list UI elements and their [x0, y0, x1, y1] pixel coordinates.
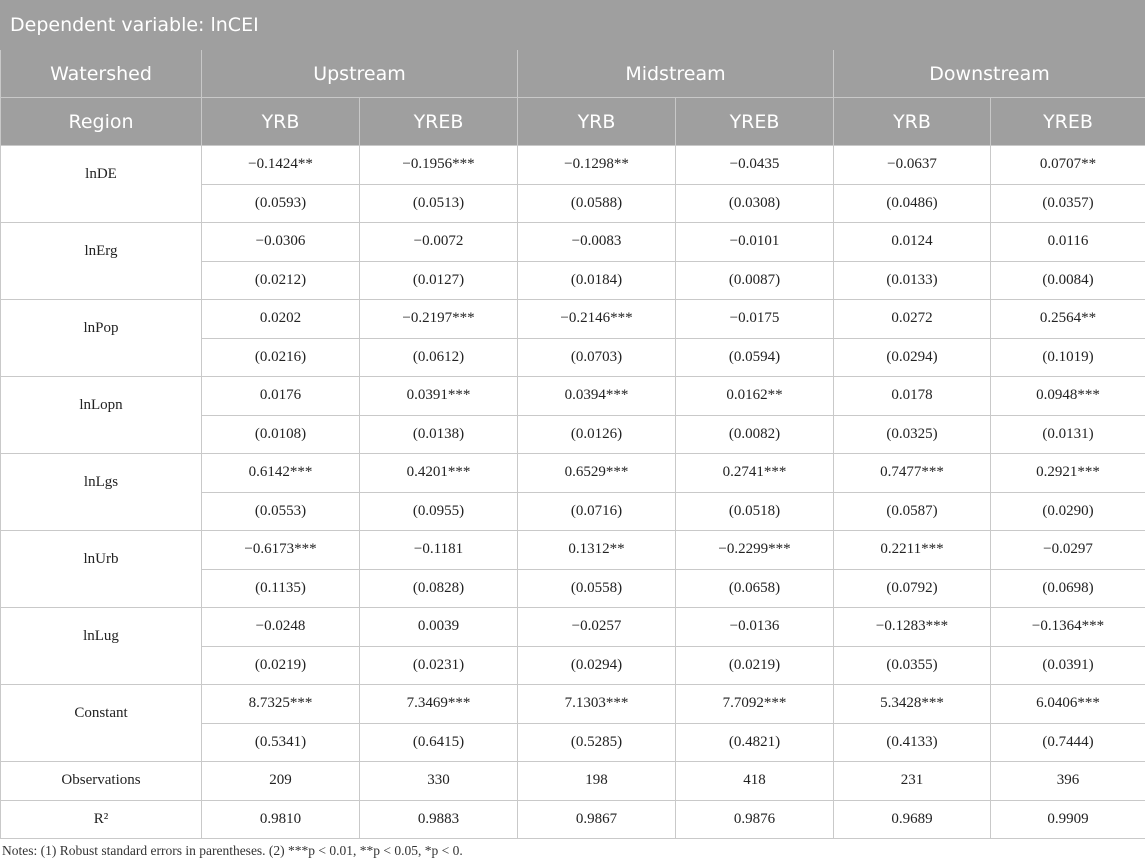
variable-name: lnLug [83, 627, 119, 644]
coefficient-cell: −0.1956*** [360, 146, 518, 185]
coefficient-cell: −0.0136 [676, 608, 834, 647]
coefficient-cell: −0.0297 [991, 531, 1145, 570]
standard-error-cell: (0.0127) [360, 261, 518, 300]
table-row-coefficient [1, 531, 1145, 570]
variable-name: lnLopn [79, 396, 123, 413]
coefficient-cell: −0.0083 [518, 223, 676, 262]
variable-name-cell [1, 300, 202, 377]
standard-error-cell: (0.0219) [202, 646, 360, 685]
standard-error-cell: (0.0294) [518, 646, 676, 685]
table-row-coefficient [1, 377, 1145, 416]
standard-error-cell: (0.0084) [991, 261, 1145, 300]
standard-error-cell: (0.0612) [360, 338, 518, 377]
variable-name: lnLgs [83, 473, 119, 490]
coefficient-cell: −0.0306 [202, 223, 360, 262]
standard-error-cell: (0.0212) [202, 261, 360, 300]
table-row-coefficient [1, 300, 1145, 339]
standard-error-cell: (0.0082) [676, 415, 834, 454]
coefficient-cell: 0.6142*** [202, 454, 360, 493]
coefficient-cell: 0.0391*** [360, 377, 518, 416]
coefficient-cell: −0.1364*** [991, 608, 1145, 647]
coefficient-cell: 0.0124 [834, 223, 991, 262]
statistic-name: Observations [1, 762, 202, 801]
coefficient-cell: 0.2921*** [991, 454, 1145, 493]
coefficient-cell: 0.2741*** [676, 454, 834, 493]
coefficient-cell: 0.2211*** [834, 531, 991, 570]
standard-error-cell: (0.5341) [202, 723, 360, 762]
standard-error-cell: (0.0126) [518, 415, 676, 454]
coefficient-cell: 0.1312** [518, 531, 676, 570]
coefficient-cell: 0.0039 [360, 608, 518, 647]
standard-error-cell: (0.0658) [676, 569, 834, 608]
standard-error-cell: (0.0558) [518, 569, 676, 608]
region-col-header: YREB [676, 98, 834, 146]
coefficient-cell: 0.0707** [991, 146, 1145, 185]
statistic-value-cell: 418 [676, 762, 834, 801]
standard-error-cell: (0.0587) [834, 492, 991, 531]
coefficient-cell: 7.3469*** [360, 685, 518, 724]
statistic-value-cell: 0.9867 [518, 800, 676, 839]
coefficient-cell: 6.0406*** [991, 685, 1145, 724]
coefficient-cell: 0.4201*** [360, 454, 518, 493]
standard-error-cell: (0.0108) [202, 415, 360, 454]
variable-name-cell [1, 685, 202, 762]
coefficient-cell: 5.3428*** [834, 685, 991, 724]
coefficient-cell: −0.1181 [360, 531, 518, 570]
coefficient-cell: 0.0272 [834, 300, 991, 339]
table-row-statistic [1, 762, 1145, 801]
coefficient-cell: 8.7325*** [202, 685, 360, 724]
standard-error-cell: (0.0553) [202, 492, 360, 531]
standard-error-cell: (0.0131) [991, 415, 1145, 454]
table-row-coefficient [1, 223, 1145, 262]
coefficient-cell: 0.0178 [834, 377, 991, 416]
region-col-header: YRB [518, 98, 676, 146]
standard-error-cell: (0.0486) [834, 184, 991, 223]
variable-name-cell [1, 454, 202, 531]
coefficient-cell: 0.7477*** [834, 454, 991, 493]
variable-name-cell [1, 531, 202, 608]
statistic-name: R² [1, 800, 202, 839]
region-header-label: Region [1, 98, 202, 146]
variable-name-cell [1, 223, 202, 300]
coefficient-cell: −0.1283*** [834, 608, 991, 647]
region-col-header: YRB [834, 98, 991, 146]
coefficient-cell: 0.0176 [202, 377, 360, 416]
statistic-value-cell: 0.9883 [360, 800, 518, 839]
coefficient-cell: 7.1303*** [518, 685, 676, 724]
watershed-group-upstream: Upstream [202, 50, 518, 98]
coefficient-cell: −0.0101 [676, 223, 834, 262]
variable-name: lnPop [83, 319, 119, 336]
coefficient-cell: 0.0948*** [991, 377, 1145, 416]
standard-error-cell: (0.0087) [676, 261, 834, 300]
dependent-variable-row [1, 1, 1145, 50]
coefficient-cell: −0.0072 [360, 223, 518, 262]
coefficient-cell: 0.6529*** [518, 454, 676, 493]
coefficient-cell: −0.2197*** [360, 300, 518, 339]
table-row-coefficient [1, 146, 1145, 185]
standard-error-cell: (0.0391) [991, 646, 1145, 685]
standard-error-cell: (0.0290) [991, 492, 1145, 531]
coefficient-cell: −0.0248 [202, 608, 360, 647]
standard-error-cell: (0.0588) [518, 184, 676, 223]
statistic-value-cell: 198 [518, 762, 676, 801]
standard-error-cell: (0.0216) [202, 338, 360, 377]
coefficient-cell: 0.0162** [676, 377, 834, 416]
coefficient-cell: −0.6173*** [202, 531, 360, 570]
coefficient-cell: 0.0116 [991, 223, 1145, 262]
variable-name-cell [1, 377, 202, 454]
standard-error-cell: (0.0133) [834, 261, 991, 300]
standard-error-cell: (0.0219) [676, 646, 834, 685]
watershed-group-downstream: Downstream [834, 50, 1145, 98]
variable-name-cell [1, 608, 202, 685]
statistic-value-cell: 0.9909 [991, 800, 1145, 839]
dependent-variable-label: Dependent variable: lnCEI [1, 1, 1145, 50]
watershed-header-label: Watershed [1, 50, 202, 98]
coefficient-cell: −0.0435 [676, 146, 834, 185]
standard-error-cell: (0.0355) [834, 646, 991, 685]
standard-error-cell: (0.0231) [360, 646, 518, 685]
statistic-value-cell: 330 [360, 762, 518, 801]
standard-error-cell: (0.0518) [676, 492, 834, 531]
coefficient-cell: −0.0175 [676, 300, 834, 339]
statistic-value-cell: 209 [202, 762, 360, 801]
standard-error-cell: (0.4133) [834, 723, 991, 762]
coefficient-cell: −0.0637 [834, 146, 991, 185]
table-notes: Notes: (1) Robust standard errors in parentheses. (2) ***p < 0.01, **p < 0.05, *p < 0. [2, 843, 463, 858]
standard-error-cell: (0.6415) [360, 723, 518, 762]
table-body [1, 146, 1145, 839]
standard-error-cell: (0.0698) [991, 569, 1145, 608]
standard-error-cell: (0.7444) [991, 723, 1145, 762]
standard-error-cell: (0.0184) [518, 261, 676, 300]
region-col-header: YREB [360, 98, 518, 146]
standard-error-cell: (0.0325) [834, 415, 991, 454]
coefficient-cell: −0.0257 [518, 608, 676, 647]
standard-error-cell: (0.0138) [360, 415, 518, 454]
variable-name: lnUrb [83, 550, 119, 567]
standard-error-cell: (0.0792) [834, 569, 991, 608]
standard-error-cell: (0.0828) [360, 569, 518, 608]
statistic-value-cell: 0.9876 [676, 800, 834, 839]
coefficient-cell: −0.1424** [202, 146, 360, 185]
coefficient-cell: −0.2146*** [518, 300, 676, 339]
standard-error-cell: (0.0308) [676, 184, 834, 223]
standard-error-cell: (0.0594) [676, 338, 834, 377]
region-header-row [1, 98, 1145, 146]
coefficient-cell: 7.7092*** [676, 685, 834, 724]
standard-error-cell: (0.1135) [202, 569, 360, 608]
watershed-group-midstream: Midstream [518, 50, 834, 98]
standard-error-cell: (0.0716) [518, 492, 676, 531]
statistic-value-cell: 0.9810 [202, 800, 360, 839]
standard-error-cell: (0.0357) [991, 184, 1145, 223]
standard-error-cell: (0.1019) [991, 338, 1145, 377]
standard-error-cell: (0.0513) [360, 184, 518, 223]
table-row-coefficient [1, 685, 1145, 724]
table-row-coefficient [1, 608, 1145, 647]
standard-error-cell: (0.0955) [360, 492, 518, 531]
region-col-header: YREB [991, 98, 1145, 146]
variable-name-cell [1, 146, 202, 223]
coefficient-cell: −0.1298** [518, 146, 676, 185]
coefficient-cell: −0.2299*** [676, 531, 834, 570]
region-col-header: YRB [202, 98, 360, 146]
standard-error-cell: (0.0294) [834, 338, 991, 377]
table-row-coefficient [1, 454, 1145, 493]
standard-error-cell: (0.0593) [202, 184, 360, 223]
table-row-statistic [1, 800, 1145, 839]
variable-name: lnErg [84, 242, 118, 259]
coefficient-cell: 0.0202 [202, 300, 360, 339]
standard-error-cell: (0.5285) [518, 723, 676, 762]
statistic-value-cell: 0.9689 [834, 800, 991, 839]
coefficient-cell: 0.0394*** [518, 377, 676, 416]
statistic-value-cell: 231 [834, 762, 991, 801]
watershed-header-row [1, 50, 1145, 98]
coefficient-cell: 0.2564** [991, 300, 1145, 339]
variable-name: lnDE [85, 165, 117, 182]
standard-error-cell: (0.4821) [676, 723, 834, 762]
variable-name: Constant [74, 704, 128, 721]
standard-error-cell: (0.0703) [518, 338, 676, 377]
statistic-value-cell: 396 [991, 762, 1145, 801]
